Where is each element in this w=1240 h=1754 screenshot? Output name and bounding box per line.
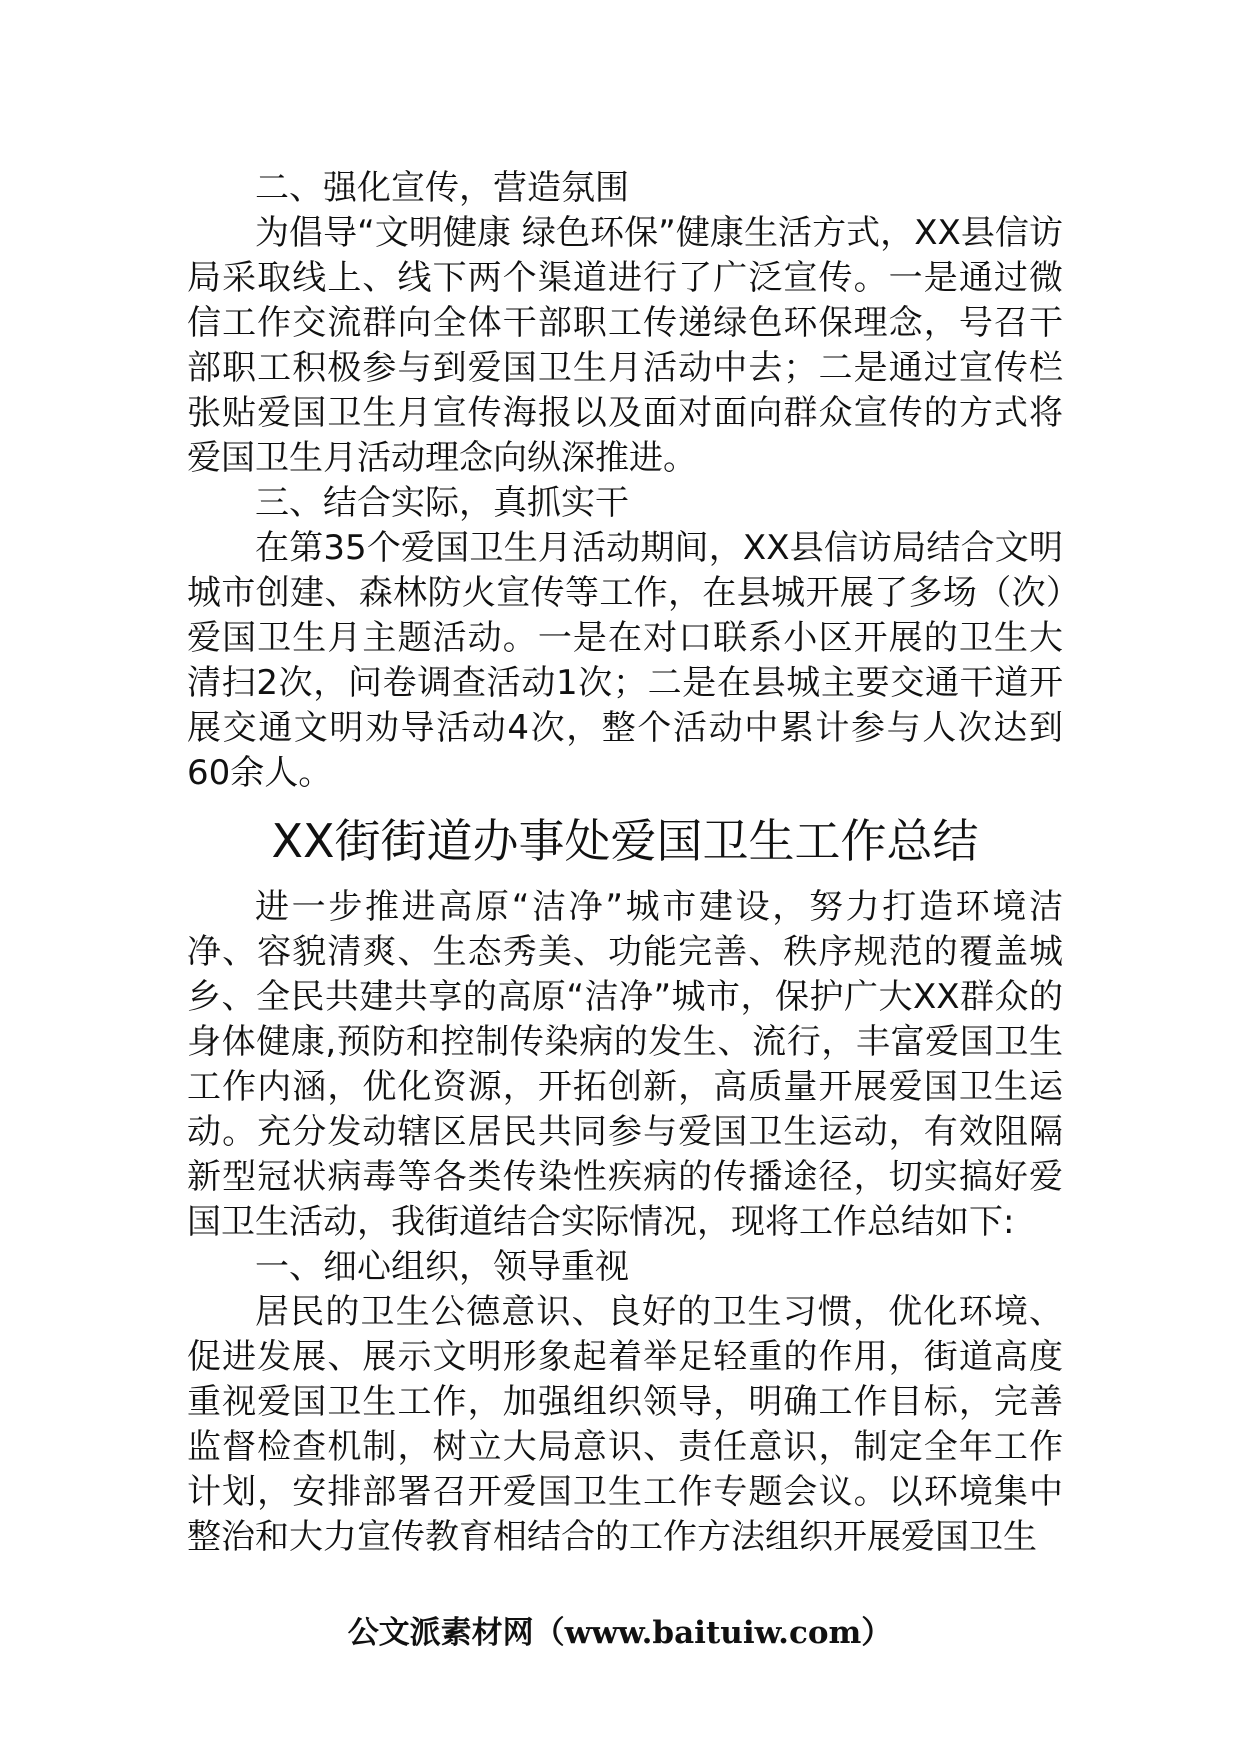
document-body [187,166,1063,1560]
paragraph-intro: 进一步推进高原“洁净”城市建设，努力打造环境洁净、容貌清爽、生态秀美、功能完善、秩序规范的覆盖城乡、全民共建共享的高原“洁净”城市，保护广大XX群众的身体健康,预防和控制传染病的发生、流行，丰富爱国卫生工作内涵，优化资源，开拓创新，高质量开展爱国卫生运动。充分发动辖区居民共同参与爱国卫生运动，有效阻隔新型冠状病毒等各类传染性疾病的传播途径，切实搞好爱国卫生活动，我街道结合实际情况，现将工作总结如下: [187,887,1063,1242]
section-heading-organization: 一、细心组织，领导重视 [255,1247,629,1287]
article-title: XX街街道办事处爱国卫生工作总结 [271,814,979,868]
article-body [187,885,1063,1560]
source-watermark-footer: 公文派素材网（www.baituiw.com） [347,1615,893,1651]
paragraph-practice: 在第35个爱国卫生月活动期间，XX县信访局结合文明城市创建、森林防火宣传等工作，在县城开展了多场（次）爱国卫生月主题活动。一是在对口联系小区开展的卫生大清扫2次，问卷调查活动1次；二是在县城主要交通干道开展交通文明劝导活动4次，整个活动中累计参与人次达到60余人。 [187,528,1063,793]
paragraph-promotion: 为倡导“文明健康 绿色环保”健康生活方式，XX县信访局采取线上、线下两个渠道进行了广泛宣传。一是通过微信工作交流群向全体干部职工传递绿色环保理念，号召干部职工积极参与到爱国卫生月活动中去；二是通过宣传栏张贴爱国卫生月宣传海报以及面对面向群众宣传的方式将爱国卫生月活动理念向纵深推进。 [187,213,1063,478]
section-heading-practice: 三、结合实际，真抓实干 [255,483,629,523]
paragraph-organization: 居民的卫生公德意识、良好的卫生习惯，优化环境、促进发展、展示文明形象起着举足轻重的作用，街道高度重视爱国卫生工作，加强组织领导，明确工作目标，完善监督检查机制，树立大局意识、责任意识，制定全年工作计划，安排部署召开爱国卫生工作专题会议。以环境集中整治和大力宣传教育相结合的工作方法组织开展爱国卫生 [187,1292,1063,1557]
section-heading-promotion: 二、强化宣传，营造氛围 [255,168,629,208]
previous-article-continuation [187,166,1063,796]
